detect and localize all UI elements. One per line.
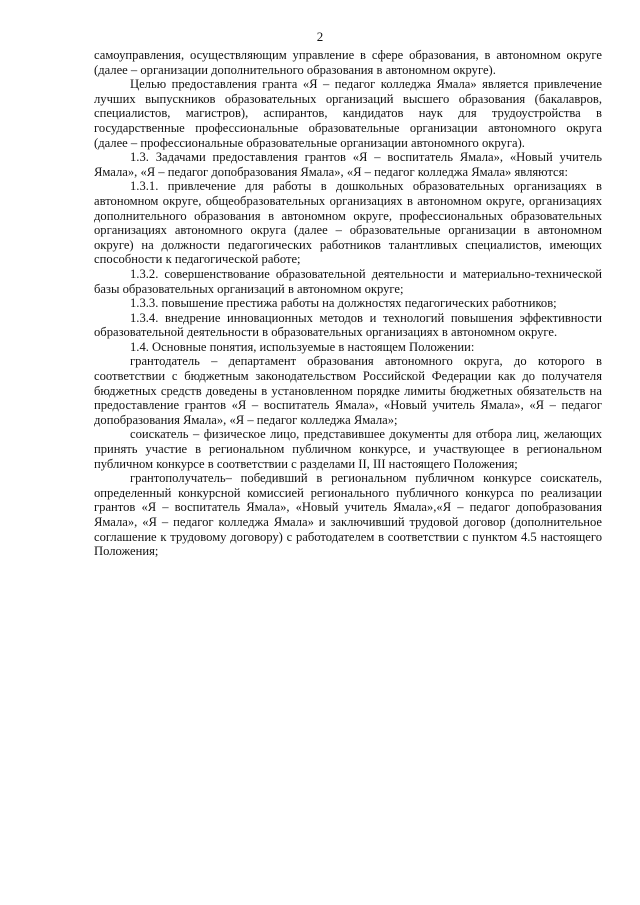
- paragraph-5: 1.3.2. совершенствование образовательной деятельности и материально-технической базы образовательных организаций в автономном округе;: [94, 266, 602, 296]
- paragraph-8: 1.4. Основные понятия, используемые в настоящем Положении:: [130, 339, 475, 354]
- paragraph-3: 1.3. Задачами предоставления грантов «Я – воспитатель Ямала», «Новый учитель Ямала», «Я – педагог допобразования Ямала», «Я – педагог колледжа Ямала» являются:: [94, 150, 602, 179]
- paragraph-4: 1.3.1. привлечение для работы в дошкольных образовательных организациях в автономном округе, общеобразовательных организациях в автономном округе, организациях дополнительного образования в автономном округе, профессиональных образовательных организациях автономного округа (далее – образовательные организации в автономном округе) на должности педагогических работников талантливых специалистов, имеющих способности к педагогической работе;: [94, 179, 602, 267]
- document-body: [94, 48, 602, 559]
- paragraph-7: 1.3.4. внедрение инновационных методов и технологий повышения эффективности образовательной деятельности в образовательных организациях в автономном округе.: [94, 310, 602, 340]
- paragraph-9: грантодатель – департамент образования автономного округа, до которого в соответствии с бюджетным законодательством Российской Федерации как до получателя бюджетных средств доведены в установленном порядке лимиты бюджетных обязательств на предоставление грантов «Я – воспитатель Ямала», «Новый учитель Ямала», «Я – педагог допобразования Ямала», «Я – педагог колледжа Ямала»;: [94, 354, 602, 427]
- paragraph-11: грантополучатель– победивший в региональном публичном конкурсе соискатель, определенный конкурсной комиссией регионального публичного конкурса по реализации грантов «Я – воспитатель Ямала», «Новый учитель Ямала»,«Я – педагог допобразования Ямала», «Я – педагог колледжа Ямала» и заключивший трудовой договор (дополнительное соглашение к трудовому договору) с работодателем в соответствии с пунктом 4.5 настоящего Положения;: [94, 471, 602, 559]
- paragraph-10: соискатель – физическое лицо, представившее документы для отбора лиц, желающих принять участие в региональном публичном конкурсе, и участвующее в региональном публичном конкурсе в соответствии с разделами II, III настоящего Положения;: [94, 427, 602, 471]
- paragraph-2: Целью предоставления гранта «Я – педагог колледжа Ямала» является привлечение лучших выпускников образовательных организаций высшего образования (бакалавров, специалистов, магистров), аспирантов, кандидатов наук для трудоустройства в государственные профессиональные образовательные организации автономного округа (далее – профессиональные образовательные организации автономного округа).: [94, 77, 602, 150]
- page-number: 2: [316, 29, 324, 44]
- paragraph-1: самоуправления, осуществляющим управление в сфере образования, в автономном округе (далее – организации дополнительного образования в автономном округе).: [94, 48, 602, 77]
- paragraph-6: 1.3.3. повышение престижа работы на должностях педагогических работников;: [130, 296, 557, 311]
